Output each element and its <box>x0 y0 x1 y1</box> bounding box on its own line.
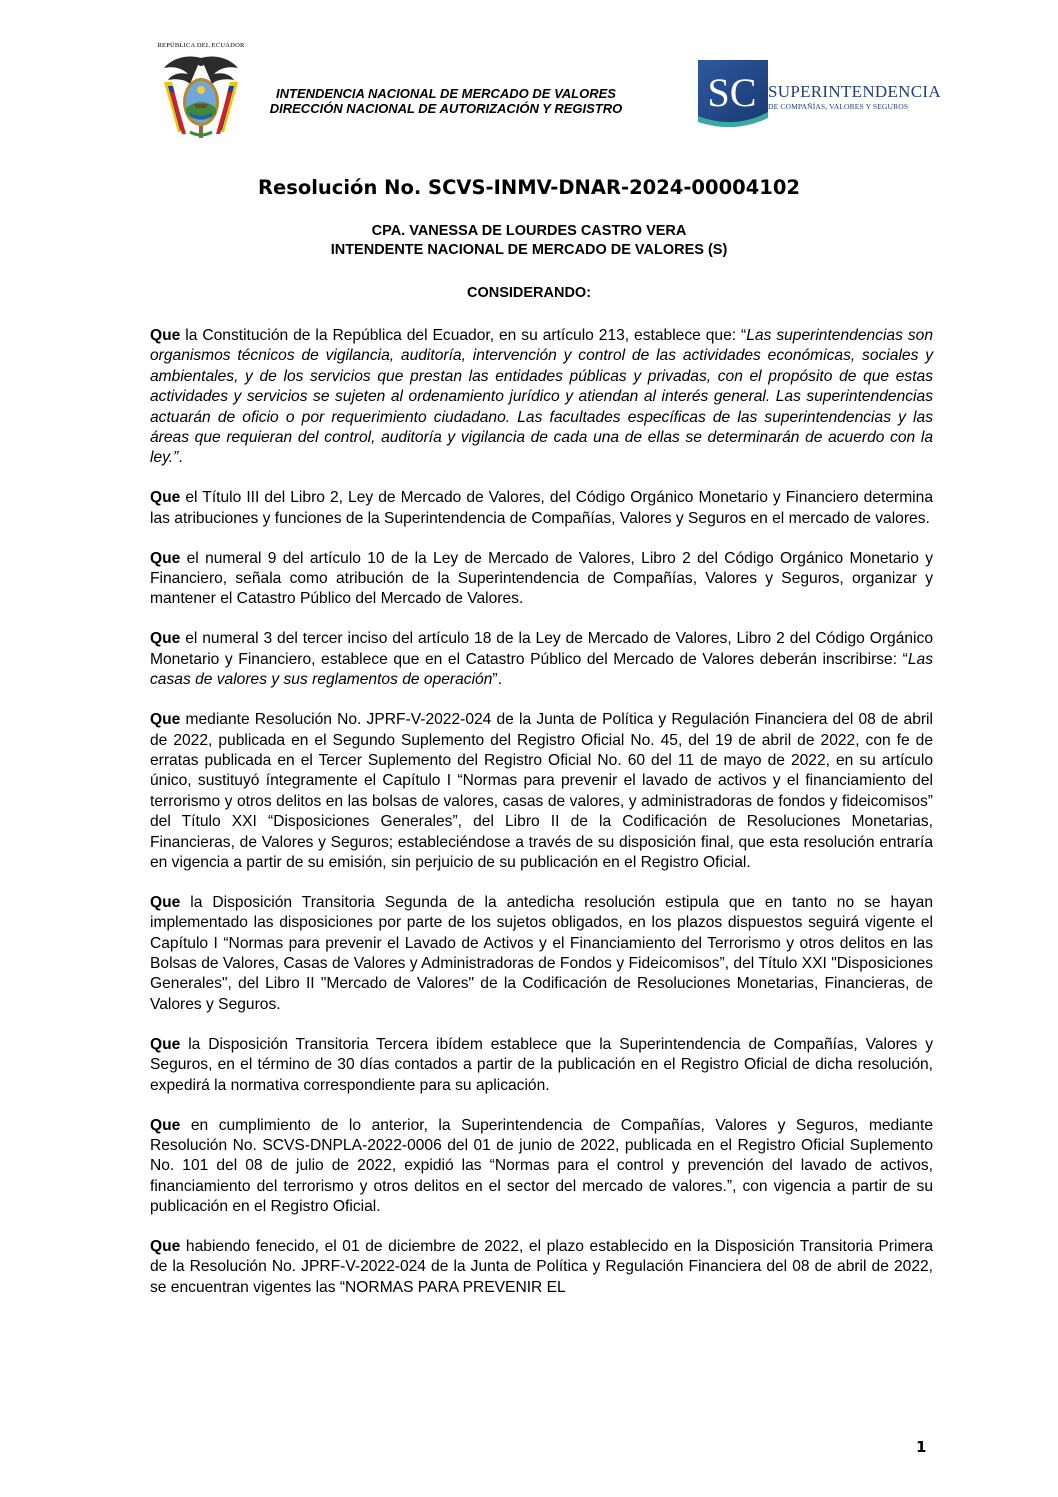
paragraph-lead: Que <box>150 1035 181 1053</box>
paragraph-text: en cumplimiento de lo anterior, la Superintendencia de Compañías, Valores y Seguros, mediante Resolución No. SCVS-DNPLA-2022-0006 del 01 de junio de 2022, publicada en el Registro Oficial Suplemento No. 101 del 08 de julio de 2022, expidió las “Normas para el control y prevención del lavado de activos, financiamiento del terrorismo y otros delitos en el sector del mercado de valores.”, con vigencia a partir de su publicación en el Registro Oficial. <box>150 1116 933 1216</box>
paragraph <box>150 1035 933 1096</box>
ecuador-coat-of-arms <box>157 42 245 142</box>
paragraph <box>150 549 933 610</box>
paragraph-text: el numeral 3 del tercer inciso del artículo 18 de la Ley de Mercado de Valores, Libro 2 del Código Orgánico Monetario y Financiero, establece que en el Catastro Público del Mercado de Valores deberán inscribirse: “ <box>150 630 933 668</box>
paragraph <box>150 710 933 873</box>
scvs-tagline: DE COMPAÑÍAS, VALORES Y SEGUROS <box>768 102 909 111</box>
paragraph <box>150 893 933 1015</box>
paragraph-lead: Que <box>150 327 181 344</box>
paragraph-text: habiendo fenecido, el 01 de diciembre de 2022, el plazo establecido en la Disposición Transitoria Primera de la Resolución No. JPRF-V-2022-024 de la Junta de Política y Regulación Financiera del 08 de abril de 2022, se encuentran vigentes las “NORMAS PARA PREVENIR EL <box>150 1238 933 1296</box>
page-header <box>0 40 1058 150</box>
paragraph-lead: Que <box>150 1238 181 1256</box>
paragraph-lead: Que <box>150 1116 181 1134</box>
resolution-title: Resolución No. SCVS-INMV-DNAR-2024-00004102 <box>258 176 800 199</box>
paragraph-lead: Que <box>150 549 181 567</box>
paragraph-text: mediante Resolución No. JPRF-V-2022-024 de la Junta de Política y Regulación Financiera del 08 de abril de 2022, publicada en el Segundo Suplemento del Registro Oficial No. 45, del 19 de abril de 2022, con fe de erratas publicada en el Tercer Suplemento del Registro Oficial No. 60 del 11 de mayo de 2022, en su artículo único, sustituyó íntegramente el Capítulo I “Normas para prevenir el lavado de activos y el financiamiento del terrorismo y otros delitos en las bolsas de valores, casas de valores, y administradoras de fondos y fideicomisos” del Título XXI “Disposiciones Generales”, del Libro II de la Codificación de Resoluciones Monetarias, Financieras, de Valores y Seguros; estableciéndose a través de su disposición final, que esta resolución entraría en vigencia a partir de su emisión, sin perjuicio de su publicación en el Registro Oficial. <box>150 711 933 871</box>
scvs-logo <box>694 56 778 130</box>
page-number: 1 <box>916 1438 927 1456</box>
scvs-name: SUPERINTENDENCIA <box>768 82 941 101</box>
signer-block <box>0 222 1058 260</box>
republic-label: REPÚBLICA DEL ECUADOR <box>157 42 245 49</box>
scvs-logo-icon <box>694 56 774 130</box>
paragraph-lead: Que <box>150 711 181 729</box>
header-line-2: DIRECCIÓN NACIONAL DE AUTORIZACIÓN Y REGISTRO <box>269 101 623 116</box>
paragraph-quote: Las superintendencias son organismos técnicos de vigilancia, auditoría, intervención y control de las actividades económicas, sociales y ambientales, y de los servicios que prestan las entidades públicas y privadas, con el propósito de que estas actividades y servicios se sujeten al ordenamiento jurídico y atiendan al interés general. Las superintendencias actuarán de oficio o por requerimiento ciudadano. Las facultades específicas de las superintendencias y las áreas que requieran del control, auditoría y vigilancia de cada una de ellas se determinarán de acuerdo con la ley.” <box>150 327 933 467</box>
paragraph-text: el Título III del Libro 2, Ley de Mercado de Valores, del Código Orgánico Monetario y Financiero determina las atribuciones y funciones de la Superintendencia de Compañías, Valores y Seguros en el mercado de valores. <box>150 489 933 527</box>
paragraph <box>150 1116 933 1218</box>
paragraph-text: la Constitución de la República del Ecuador, en su artículo 213, establece que: “ <box>180 327 747 344</box>
paragraph-quote: Las casas de valores y sus reglamentos de operación <box>150 650 933 689</box>
scvs-wordmark <box>768 82 948 111</box>
signer-name: CPA. VANESSA DE LOURDES CASTRO VERA <box>371 223 687 239</box>
document-body <box>150 326 933 1318</box>
paragraph-text: la Disposición Transitoria Segunda de la antedicha resolución estipula que en tanto no se hayan implementado las disposiciones por parte de los sujetos obligados, en los plazos dispuestos seguirá vigente el Capítulo I “Normas para prevenir el Lavado de Activos y el Financiamiento del Terrorismo y otros delitos en las Bolsas de Valores, Casas de Valores y Administradoras de Fondos y Fideicomisos”, del Título XXI "Disposiciones Generales", del Libro II "Mercado de Valores" de la Codificación de Resoluciones Monetarias, Financieras, de Valores y Seguros. <box>150 893 933 1013</box>
coat-of-arms-icon <box>160 52 242 142</box>
issuing-office <box>256 86 636 116</box>
scvs-logo-initials: SC <box>707 70 757 115</box>
paragraph-lead: Que <box>150 893 181 911</box>
paragraph-lead: Que <box>150 489 181 507</box>
paragraph <box>150 326 933 469</box>
paragraph-text: el numeral 9 del artículo 10 de la Ley de Mercado de Valores, Libro 2 del Código Orgánico Monetario y Financiero, señala como atribución de la Superintendencia de Compañías, Valores y Seguros, organizar y mantener el Catastro Público del Mercado de Valores. <box>150 549 933 608</box>
considerando-heading: CONSIDERANDO: <box>466 285 592 301</box>
paragraph-text: la Disposición Transitoria Tercera ibídem establece que la Superintendencia de Compañías, Valores y Seguros, en el término de 30 días contados a partir de la publicación en el Registro Oficial de dicha resolución, expedirá la normativa correspondiente para su aplicación. <box>150 1035 933 1094</box>
paragraph-lead: Que <box>150 630 181 648</box>
paragraph <box>150 629 933 690</box>
header-line-1: INTENDENCIA NACIONAL DE MERCADO DE VALORES <box>276 86 616 101</box>
paragraph <box>150 1237 933 1298</box>
signer-position: INTENDENTE NACIONAL DE MERCADO DE VALORES (S) <box>330 242 728 258</box>
paragraph-tail: . <box>178 449 183 467</box>
paragraph-tail: ”. <box>492 671 502 689</box>
paragraph <box>150 488 933 529</box>
